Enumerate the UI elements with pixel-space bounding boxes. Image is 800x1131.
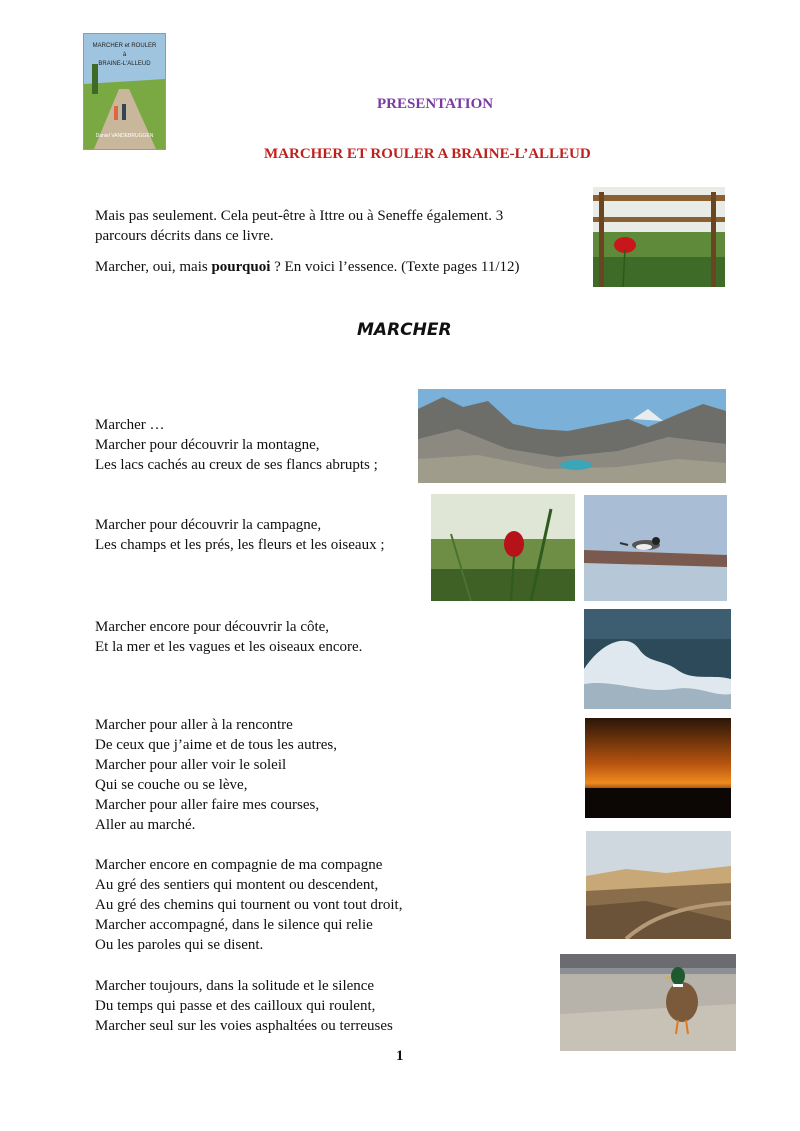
poem-stanza-5 xyxy=(95,855,402,955)
cover-title-line3: BRAINE-L'ALLEUD xyxy=(98,61,151,67)
fence-poppy-photo xyxy=(593,187,725,287)
poem-line: Marcher pour découvrir la montagne, xyxy=(95,437,320,453)
page-number: 1 xyxy=(396,1048,404,1064)
book-title-heading: MARCHER ET ROULER A BRAINE-L’ALLEUD xyxy=(264,146,591,162)
mountain-lake-photo xyxy=(418,389,726,483)
poem-line: Au gré des sentiers qui montent ou descendent, xyxy=(95,877,379,893)
poppy-field-photo xyxy=(431,494,575,601)
poem-line: De ceux que j’aime et de tous les autres, xyxy=(95,737,337,753)
poem-line: Marcher … xyxy=(95,417,165,433)
poem-stanza-2 xyxy=(95,515,385,555)
cover-title-line1: MARCHER et ROULER xyxy=(92,43,157,49)
marcher-section-title: MARCHER xyxy=(357,320,452,340)
poem-line: Marcher seul sur les voies asphaltées ou terreuses xyxy=(95,1018,393,1034)
intro-question-start: Marcher, oui, mais xyxy=(95,259,212,275)
poem-line: Les champs et les prés, les fleurs et les oiseaux ; xyxy=(95,537,385,553)
poem-stanza-4 xyxy=(95,715,337,835)
poem-line: Marcher toujours, dans la solitude et le silence xyxy=(95,978,375,994)
wagtail-bird-photo xyxy=(584,495,727,601)
poem-line: Qui se couche ou se lève, xyxy=(95,777,248,793)
poem-stanza-6 xyxy=(95,976,393,1036)
poem-stanza-3 xyxy=(95,617,362,657)
poem-line: Marcher pour découvrir la campagne, xyxy=(95,517,322,533)
poem-line: Aller au marché. xyxy=(95,817,196,833)
duck-photo xyxy=(560,954,736,1051)
poem-line: Marcher encore en compagnie de ma compagne xyxy=(95,857,383,873)
intro-question-end: ? En voici l’essence. (Texte pages 11/12) xyxy=(270,259,520,275)
poem-line: Marcher pour aller à la rencontre xyxy=(95,717,293,733)
intro-question xyxy=(95,257,575,277)
presentation-heading: PRESENTATION xyxy=(377,96,494,112)
hill-path-photo xyxy=(586,831,731,939)
poem-line: Du temps qui passe et des cailloux qui roulent, xyxy=(95,998,376,1014)
ocean-wave-photo xyxy=(584,609,731,709)
intro-line1: Mais pas seulement. Cela peut-être à Ittre ou à Seneffe également. 3 xyxy=(95,208,504,224)
cover-author: Daniel VANDEBRUGGEN xyxy=(95,133,154,139)
poem-line: Marcher pour aller voir le soleil xyxy=(95,757,287,773)
poem-line: Au gré des chemins qui tournent ou vont tout droit, xyxy=(95,897,403,913)
poem-line: Marcher encore pour découvrir la côte, xyxy=(95,619,330,635)
poem-line: Marcher pour aller faire mes courses, xyxy=(95,797,320,813)
poem-line: Ou les paroles qui se disent. xyxy=(95,937,264,953)
book-cover-image xyxy=(83,33,166,150)
intro-line2: parcours décrits dans ce livre. xyxy=(95,228,274,244)
intro-paragraph xyxy=(95,206,575,246)
poem-line: Les lacs cachés au creux de ses flancs abrupts ; xyxy=(95,457,378,473)
intro-question-bold: pourquoi xyxy=(211,259,271,275)
poem-line: Et la mer et les vagues et les oiseaux encore. xyxy=(95,639,363,655)
poem-line: Marcher accompagné, dans le silence qui relie xyxy=(95,917,373,933)
poem-stanza-1 xyxy=(95,415,378,475)
cover-title-line2: à xyxy=(122,52,127,58)
sunset-photo xyxy=(585,718,731,818)
